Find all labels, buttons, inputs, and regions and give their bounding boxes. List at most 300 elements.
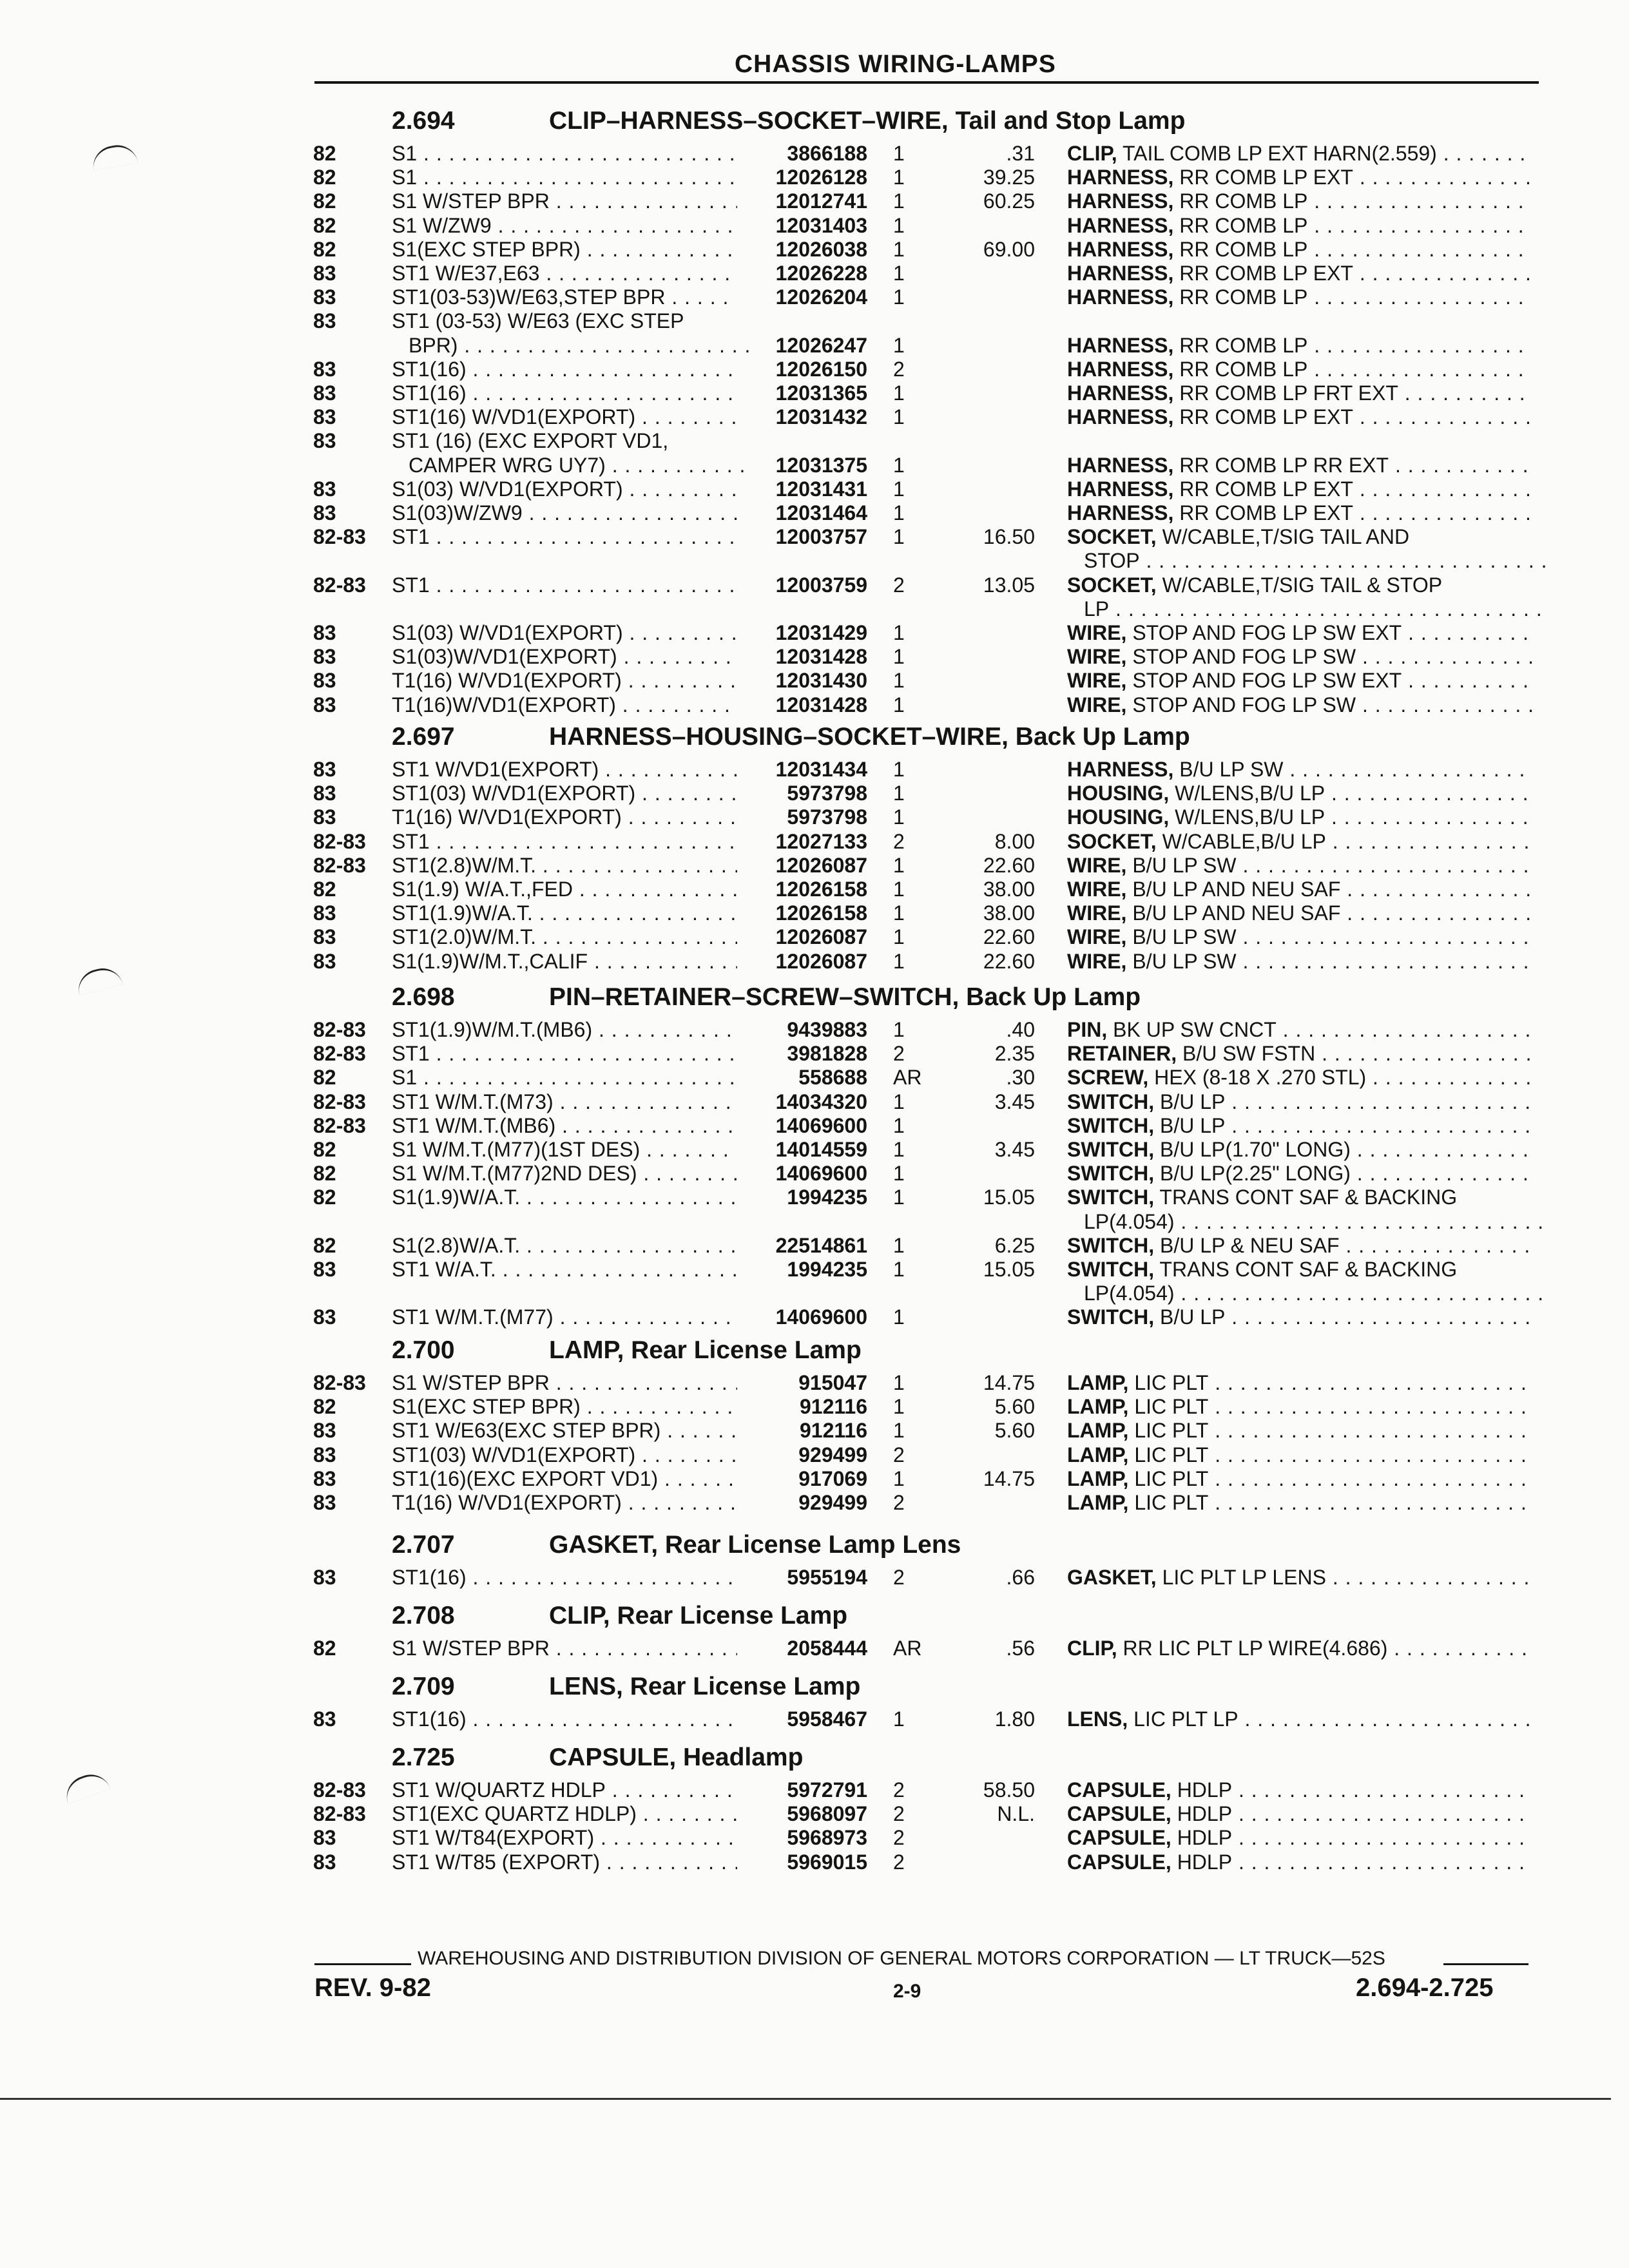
part-name-detail: RR COMB LP EXT bbox=[1173, 262, 1353, 285]
parts-row bbox=[0, 477, 1629, 501]
part-number: 12026038 bbox=[775, 237, 867, 261]
part-name-keyword: HARNESS, bbox=[1067, 381, 1174, 405]
part-name-detail: LIC PLT LP bbox=[1128, 1707, 1239, 1731]
part-name-detail: LIC PLT bbox=[1128, 1395, 1209, 1419]
part-name-detail: W/CABLE,B/U LP bbox=[1156, 829, 1326, 853]
quantity: 1 bbox=[893, 669, 905, 693]
parts-row bbox=[0, 573, 1629, 597]
part-name-keyword: WIRE, bbox=[1067, 645, 1127, 669]
part-name-keyword: CLIP, bbox=[1067, 1637, 1117, 1660]
quantity: AR bbox=[893, 1637, 922, 1660]
parts-row bbox=[0, 669, 1629, 693]
quantity: 1 bbox=[893, 237, 905, 261]
part-name bbox=[1067, 477, 1532, 501]
quantity: 1 bbox=[893, 477, 905, 501]
part-name bbox=[1067, 238, 1532, 262]
quantity: 1 bbox=[893, 693, 905, 716]
model-year: 82-83 bbox=[313, 1090, 366, 1113]
model-year: 83 bbox=[313, 429, 336, 453]
application-description: ST1 W/E63(EXC STEP BPR) . . . bbox=[392, 1419, 737, 1443]
part-name-detail: RR COMB LP bbox=[1173, 333, 1308, 357]
part-name bbox=[1067, 189, 1532, 213]
part-number: 12026087 bbox=[775, 925, 867, 949]
part-name bbox=[1067, 142, 1532, 166]
application-description: ST1(16) . . . bbox=[392, 381, 737, 405]
quantity: 1 bbox=[893, 262, 905, 285]
part-name bbox=[1067, 1850, 1532, 1874]
unit-price: 3.45 bbox=[994, 1090, 1035, 1113]
part-name-keyword: HOUSING, bbox=[1067, 782, 1170, 805]
part-name-keyword: LENS, bbox=[1067, 1707, 1128, 1731]
part-name-keyword: SOCKET, bbox=[1067, 573, 1157, 597]
part-number: 12031464 bbox=[775, 501, 867, 524]
application-description: S1(EXC STEP BPR) . . . bbox=[392, 1395, 737, 1419]
unit-price: 15.05 bbox=[983, 1258, 1035, 1281]
part-name bbox=[1067, 1826, 1532, 1850]
part-name-detail: RR COMB LP bbox=[1173, 285, 1308, 309]
part-name-detail: B/U LP bbox=[1154, 1305, 1226, 1329]
section-title: PIN–RETAINER–SCREW–SWITCH, Back Up Lamp bbox=[549, 983, 1141, 1011]
parts-row bbox=[0, 1114, 1629, 1138]
parts-row bbox=[0, 285, 1629, 309]
part-name bbox=[1067, 1395, 1532, 1419]
part-name bbox=[1067, 950, 1532, 974]
part-number: 5968973 bbox=[787, 1826, 867, 1850]
part-name-detail: B/U LP(1.70" LONG) bbox=[1154, 1138, 1351, 1161]
application-description: ST1(16) . . . bbox=[392, 1566, 737, 1590]
quantity: 1 bbox=[893, 878, 905, 901]
part-name-keyword: CAPSULE, bbox=[1067, 1850, 1171, 1874]
application-description: ST1 W/T84(EXPORT) . . . bbox=[392, 1826, 737, 1850]
part-name-detail: RR COMB LP FRT EXT bbox=[1173, 381, 1398, 405]
part-number: 929499 bbox=[798, 1443, 867, 1466]
part-name bbox=[1067, 1186, 1532, 1209]
part-name bbox=[1067, 1443, 1532, 1467]
parts-row bbox=[0, 262, 1629, 285]
model-year: 83 bbox=[313, 1443, 336, 1466]
part-number: 12026087 bbox=[775, 949, 867, 973]
application-description: ST1 W/M.T.(M73) . . . bbox=[392, 1090, 737, 1114]
quantity: 1 bbox=[893, 1258, 905, 1281]
parts-row bbox=[0, 693, 1629, 717]
part-name-keyword: CAPSULE, bbox=[1067, 1802, 1171, 1826]
parts-row bbox=[0, 142, 1629, 166]
quantity: 1 bbox=[893, 189, 905, 213]
application-description: ST1(16) . . . bbox=[392, 1707, 737, 1731]
quantity: 1 bbox=[893, 1466, 905, 1490]
part-name bbox=[1067, 1566, 1532, 1590]
parts-row bbox=[0, 454, 1629, 477]
model-year: 82 bbox=[313, 1395, 336, 1419]
quantity: 1 bbox=[893, 1707, 905, 1731]
parts-row bbox=[0, 830, 1629, 854]
parts-row bbox=[0, 334, 1629, 358]
part-name-keyword: LAMP, bbox=[1067, 1443, 1129, 1466]
part-name bbox=[1067, 1778, 1532, 1802]
part-name-detail: RR COMB LP EXT bbox=[1173, 501, 1353, 524]
part-number: 917069 bbox=[798, 1466, 867, 1490]
unit-price: 16.50 bbox=[983, 525, 1035, 549]
parts-row bbox=[0, 166, 1629, 189]
footer-page-number: 2-9 bbox=[893, 1981, 921, 2002]
part-number: 1994235 bbox=[787, 1186, 867, 1209]
part-name-keyword: WIRE, bbox=[1067, 949, 1127, 973]
parts-row bbox=[0, 758, 1629, 782]
model-year: 83 bbox=[313, 645, 336, 669]
parts-row bbox=[0, 1443, 1629, 1467]
part-name-detail: B/U LP SW bbox=[1126, 949, 1237, 973]
parts-row bbox=[0, 358, 1629, 381]
part-name-keyword: HARNESS, bbox=[1067, 758, 1174, 781]
quantity: 2 bbox=[893, 1491, 905, 1514]
section-number: 2.709 bbox=[392, 1673, 455, 1700]
part-number: 12031434 bbox=[775, 758, 867, 781]
parts-row bbox=[0, 1018, 1629, 1042]
part-number: 5973798 bbox=[787, 805, 867, 829]
model-year: 82 bbox=[313, 1138, 336, 1161]
model-year: 82 bbox=[313, 166, 336, 189]
unit-price: 69.00 bbox=[983, 237, 1035, 261]
quantity: 1 bbox=[893, 621, 905, 644]
quantity: 1 bbox=[893, 525, 905, 549]
part-name bbox=[1067, 1042, 1532, 1066]
part-name bbox=[1067, 405, 1532, 429]
part-number: 14069600 bbox=[775, 1162, 867, 1186]
application-description: ST1 . . . bbox=[392, 830, 737, 854]
quantity: 2 bbox=[893, 1850, 905, 1874]
application-description: ST1(03) W/VD1(EXPORT) . . . bbox=[392, 1443, 737, 1467]
parts-row bbox=[0, 1419, 1629, 1443]
quantity: 1 bbox=[893, 901, 905, 925]
part-name-keyword: HARNESS, bbox=[1067, 166, 1174, 189]
part-name-detail: RR LIC PLT LP WIRE(4.686) bbox=[1117, 1637, 1388, 1660]
application-description: BPR) . . . bbox=[392, 334, 754, 358]
model-year: 83 bbox=[313, 1826, 336, 1850]
part-name-keyword: CAPSULE, bbox=[1067, 1826, 1171, 1850]
quantity: 1 bbox=[893, 405, 905, 429]
section-title: GASKET, Rear License Lamp Lens bbox=[549, 1531, 961, 1559]
part-number: 5973798 bbox=[787, 782, 867, 805]
part-name bbox=[1067, 1802, 1532, 1826]
parts-row bbox=[0, 1566, 1629, 1590]
application-description: S1(1.9)W/M.T.,CALIF . . . bbox=[392, 950, 737, 974]
part-name bbox=[1067, 501, 1532, 525]
quantity: 1 bbox=[893, 213, 905, 237]
quantity: 1 bbox=[893, 501, 905, 524]
parts-row bbox=[0, 1395, 1629, 1419]
parts-row bbox=[0, 854, 1629, 878]
part-name bbox=[1067, 1258, 1532, 1282]
parts-row bbox=[0, 1850, 1629, 1874]
part-name-detail: W/LENS,B/U LP bbox=[1169, 782, 1325, 805]
quantity: 1 bbox=[893, 853, 905, 877]
model-year: 83 bbox=[313, 669, 336, 693]
title-rule bbox=[314, 81, 1539, 84]
application-description: S1(1.9) W/A.T.,FED . . . bbox=[392, 878, 737, 901]
application-description: ST1(2.0)W/M.T. . . . bbox=[392, 925, 737, 949]
parts-row bbox=[0, 238, 1629, 262]
model-year: 82-83 bbox=[313, 1371, 366, 1394]
model-year: 83 bbox=[313, 949, 336, 973]
application-description: ST1 W/T85 (EXPORT) . . . bbox=[392, 1850, 737, 1874]
model-year: 82 bbox=[313, 189, 336, 213]
model-year: 82-83 bbox=[313, 1802, 366, 1826]
parts-row bbox=[0, 1258, 1629, 1282]
part-name-detail: B/U LP SW bbox=[1173, 758, 1284, 781]
quantity: 2 bbox=[893, 573, 905, 597]
parts-row bbox=[0, 1826, 1629, 1850]
application-description: ST1(2.8)W/M.T. . . . bbox=[392, 854, 737, 878]
part-number: 5968097 bbox=[787, 1802, 867, 1826]
parts-row bbox=[0, 1162, 1629, 1186]
part-name-detail: HDLP bbox=[1171, 1778, 1233, 1802]
part-name-detail: RR COMB LP EXT bbox=[1173, 405, 1353, 429]
section-number: 2.725 bbox=[392, 1744, 455, 1771]
part-name bbox=[1067, 1419, 1532, 1443]
model-year: 82-83 bbox=[313, 853, 366, 877]
application-description: ST1(03-53)W/E63,STEP BPR . . . bbox=[392, 285, 737, 309]
section-heading bbox=[0, 722, 1629, 756]
model-year: 82 bbox=[313, 1186, 336, 1209]
part-name-keyword: SWITCH, bbox=[1067, 1162, 1155, 1186]
quantity: 1 bbox=[893, 1113, 905, 1137]
part-number: 3981828 bbox=[787, 1042, 867, 1066]
part-name-detail: STOP AND FOG LP SW bbox=[1126, 693, 1356, 716]
model-year: 82-83 bbox=[313, 1778, 366, 1802]
application-description: S1 . . . bbox=[392, 142, 737, 166]
model-year: 82-83 bbox=[313, 573, 366, 597]
quantity: 1 bbox=[893, 381, 905, 405]
part-number: 12031430 bbox=[775, 669, 867, 693]
application-description: S1(2.8)W/A.T. . . . bbox=[392, 1234, 737, 1258]
part-name-detail: RR COMB LP bbox=[1173, 237, 1308, 261]
application-description: S1(EXC STEP BPR) . . . bbox=[392, 238, 737, 262]
part-name-detail: LIC PLT bbox=[1128, 1419, 1209, 1443]
part-number: 5972791 bbox=[787, 1778, 867, 1802]
model-year: 83 bbox=[313, 758, 336, 781]
part-name-keyword: LAMP, bbox=[1067, 1466, 1129, 1490]
quantity: 1 bbox=[893, 1419, 905, 1443]
model-year: 82-83 bbox=[313, 1042, 366, 1066]
part-name-detail: STOP bbox=[1084, 549, 1140, 573]
quantity: 1 bbox=[893, 1395, 905, 1419]
part-name-detail: TRANS CONT SAF & BACKING bbox=[1154, 1186, 1458, 1209]
parts-row bbox=[0, 214, 1629, 238]
part-number: 12026204 bbox=[775, 285, 867, 309]
footer-revision: REV. 9-82 bbox=[314, 1974, 431, 2002]
model-year: 82 bbox=[313, 213, 336, 237]
section-number: 2.707 bbox=[392, 1531, 455, 1559]
part-name-detail: STOP AND FOG LP SW EXT bbox=[1126, 621, 1402, 644]
unit-price: 14.75 bbox=[983, 1466, 1035, 1490]
part-name-detail: HDLP bbox=[1171, 1802, 1233, 1826]
parts-row bbox=[0, 405, 1629, 429]
quantity: 1 bbox=[893, 1233, 905, 1257]
parts-row bbox=[0, 1066, 1629, 1090]
part-name-keyword: SCREW, bbox=[1067, 1066, 1149, 1090]
unit-price: N.L. bbox=[997, 1802, 1035, 1826]
model-year: 83 bbox=[313, 357, 336, 381]
section-number: 2.708 bbox=[392, 1602, 455, 1629]
part-name bbox=[1067, 334, 1532, 358]
part-name-keyword: HARNESS, bbox=[1067, 237, 1174, 261]
part-number: 12003757 bbox=[775, 525, 867, 549]
part-name-detail: HEX (8-18 X .270 STL) bbox=[1148, 1066, 1367, 1090]
model-year: 82 bbox=[313, 1162, 336, 1186]
unit-price: 2.35 bbox=[994, 1042, 1035, 1066]
part-name-detail: HDLP bbox=[1171, 1850, 1233, 1874]
unit-price: .31 bbox=[1006, 142, 1035, 165]
application-description: S1(03) W/VD1(EXPORT) . . . bbox=[392, 621, 737, 645]
part-name bbox=[1067, 358, 1532, 381]
model-year: 82 bbox=[313, 237, 336, 261]
model-year: 83 bbox=[313, 621, 336, 644]
part-name-keyword: HARNESS, bbox=[1067, 405, 1174, 429]
application-description: ST1 W/VD1(EXPORT) . . . bbox=[392, 758, 737, 782]
parts-row bbox=[0, 189, 1629, 213]
part-name-detail: LP bbox=[1084, 597, 1110, 620]
part-name bbox=[1067, 549, 1549, 573]
application-description: T1(16)W/VD1(EXPORT) . . . bbox=[392, 693, 737, 717]
parts-row bbox=[0, 1042, 1629, 1066]
part-number: 14069600 bbox=[775, 1305, 867, 1329]
part-name-keyword: HARNESS, bbox=[1067, 357, 1174, 381]
part-number: 14069600 bbox=[775, 1113, 867, 1137]
part-name-keyword: WIRE, bbox=[1067, 878, 1127, 901]
part-number: 12012741 bbox=[775, 189, 867, 213]
section-heading bbox=[0, 1671, 1629, 1706]
part-name bbox=[1067, 285, 1532, 309]
part-name bbox=[1067, 1114, 1532, 1138]
quantity: 2 bbox=[893, 1443, 905, 1466]
part-name bbox=[1067, 1282, 1549, 1305]
quantity: 1 bbox=[893, 1162, 905, 1186]
part-name-keyword: HOUSING, bbox=[1067, 805, 1170, 829]
section-number: 2.698 bbox=[392, 983, 455, 1011]
parts-row bbox=[0, 621, 1629, 645]
part-number: 5955194 bbox=[787, 1566, 867, 1589]
part-name-detail: RR COMB LP RR EXT bbox=[1173, 453, 1389, 477]
part-number: 12027133 bbox=[775, 829, 867, 853]
part-name-keyword: SWITCH, bbox=[1067, 1186, 1155, 1209]
quantity: 2 bbox=[893, 1042, 905, 1066]
part-name bbox=[1067, 1090, 1532, 1114]
unit-price: 58.50 bbox=[983, 1778, 1035, 1802]
application-description: T1(16) W/VD1(EXPORT) . . . bbox=[392, 1491, 737, 1515]
part-name bbox=[1067, 758, 1532, 782]
unit-price: 22.60 bbox=[983, 853, 1035, 877]
section-title: LENS, Rear License Lamp bbox=[549, 1673, 861, 1700]
section-heading bbox=[0, 106, 1629, 140]
application-description: S1(1.9)W/A.T. . . . bbox=[392, 1186, 737, 1209]
section-heading bbox=[0, 982, 1629, 1017]
page-bottom-rule bbox=[0, 2098, 1611, 2100]
part-name bbox=[1067, 381, 1532, 405]
application-description: T1(16) W/VD1(EXPORT) . . . bbox=[392, 669, 737, 693]
section-title: CLIP–HARNESS–SOCKET–WIRE, Tail and Stop Lamp bbox=[549, 107, 1186, 135]
unit-price: 1.80 bbox=[994, 1707, 1035, 1731]
model-year: 83 bbox=[313, 805, 336, 829]
part-name bbox=[1067, 1371, 1532, 1395]
section-title: LAMP, Rear License Lamp bbox=[549, 1336, 862, 1364]
part-name bbox=[1067, 1637, 1532, 1660]
part-name-keyword: SWITCH, bbox=[1067, 1090, 1155, 1113]
part-name-keyword: SWITCH, bbox=[1067, 1138, 1155, 1161]
parts-row bbox=[0, 1090, 1629, 1114]
unit-price: .56 bbox=[1006, 1637, 1035, 1660]
quantity: 1 bbox=[893, 1305, 905, 1329]
part-number: 12026158 bbox=[775, 901, 867, 925]
part-name-detail: RR COMB LP EXT bbox=[1173, 477, 1353, 501]
application-description: ST1(1.9)W/M.T.(MB6) . . . bbox=[392, 1018, 737, 1042]
part-number: 2058444 bbox=[787, 1637, 867, 1660]
application-description: S1 . . . bbox=[392, 166, 737, 189]
model-year: 82-83 bbox=[313, 525, 366, 549]
part-number: 12026128 bbox=[775, 166, 867, 189]
model-year: 83 bbox=[313, 285, 336, 309]
part-name-keyword: SWITCH, bbox=[1067, 1113, 1155, 1137]
quantity: 1 bbox=[893, 1018, 905, 1041]
part-name-detail: RR COMB LP bbox=[1173, 213, 1308, 237]
part-name bbox=[1067, 1018, 1532, 1042]
model-year: 83 bbox=[313, 1466, 336, 1490]
part-name bbox=[1067, 830, 1532, 854]
part-number: 12031403 bbox=[775, 213, 867, 237]
footer-division: WAREHOUSING AND DISTRIBUTION DIVISION OF GENERAL MOTORS CORPORATION — LT TRUCK—52S bbox=[418, 1948, 1385, 1969]
part-name-keyword: SWITCH, bbox=[1067, 1258, 1155, 1281]
part-name bbox=[1067, 782, 1532, 805]
part-name-detail: B/U LP bbox=[1154, 1090, 1226, 1113]
model-year: 83 bbox=[313, 381, 336, 405]
part-number: 12026247 bbox=[775, 333, 867, 357]
part-name-keyword: HARNESS, bbox=[1067, 213, 1174, 237]
unit-price: 3.45 bbox=[994, 1138, 1035, 1161]
application-description: ST1(16) W/VD1(EXPORT) . . . bbox=[392, 405, 737, 429]
part-name-detail: RR COMB LP bbox=[1173, 357, 1308, 381]
application-description: T1(16) W/VD1(EXPORT) . . . bbox=[392, 805, 737, 829]
part-name bbox=[1067, 1491, 1532, 1515]
parts-row bbox=[0, 597, 1629, 621]
quantity: 2 bbox=[893, 1826, 905, 1850]
application-description: ST1(1.9)W/A.T. . . . bbox=[392, 901, 737, 925]
part-name-detail: LIC PLT LP LENS bbox=[1156, 1566, 1326, 1589]
unit-price: 22.60 bbox=[983, 949, 1035, 973]
part-number: 912116 bbox=[799, 1419, 867, 1443]
parts-row bbox=[0, 1210, 1629, 1234]
application-description: ST1 W/A.T. . . . bbox=[392, 1258, 737, 1282]
part-number: 12031428 bbox=[775, 693, 867, 716]
unit-price: 14.75 bbox=[983, 1371, 1035, 1394]
part-name-keyword: PIN, bbox=[1067, 1018, 1108, 1041]
application-description: S1 . . . bbox=[392, 1066, 737, 1090]
parts-row bbox=[0, 1282, 1629, 1305]
part-name-keyword: HARNESS, bbox=[1067, 477, 1174, 501]
model-year: 83 bbox=[313, 693, 336, 716]
application-description: ST1 (16) (EXC EXPORT VD1, bbox=[392, 429, 669, 453]
section-heading bbox=[0, 1600, 1629, 1635]
quantity: 1 bbox=[893, 333, 905, 357]
quantity: 1 bbox=[893, 166, 905, 189]
part-name-detail: B/U LP SW bbox=[1126, 853, 1237, 877]
section-heading bbox=[0, 1742, 1629, 1777]
footer-section-range: 2.694-2.725 bbox=[1356, 1974, 1494, 2002]
part-name-keyword: WIRE, bbox=[1067, 925, 1127, 949]
part-name bbox=[1067, 1210, 1549, 1234]
part-name bbox=[1067, 1162, 1532, 1186]
part-number: 12031375 bbox=[775, 453, 867, 477]
part-name-detail: STOP AND FOG LP SW bbox=[1126, 645, 1356, 669]
unit-price: 15.05 bbox=[983, 1186, 1035, 1209]
